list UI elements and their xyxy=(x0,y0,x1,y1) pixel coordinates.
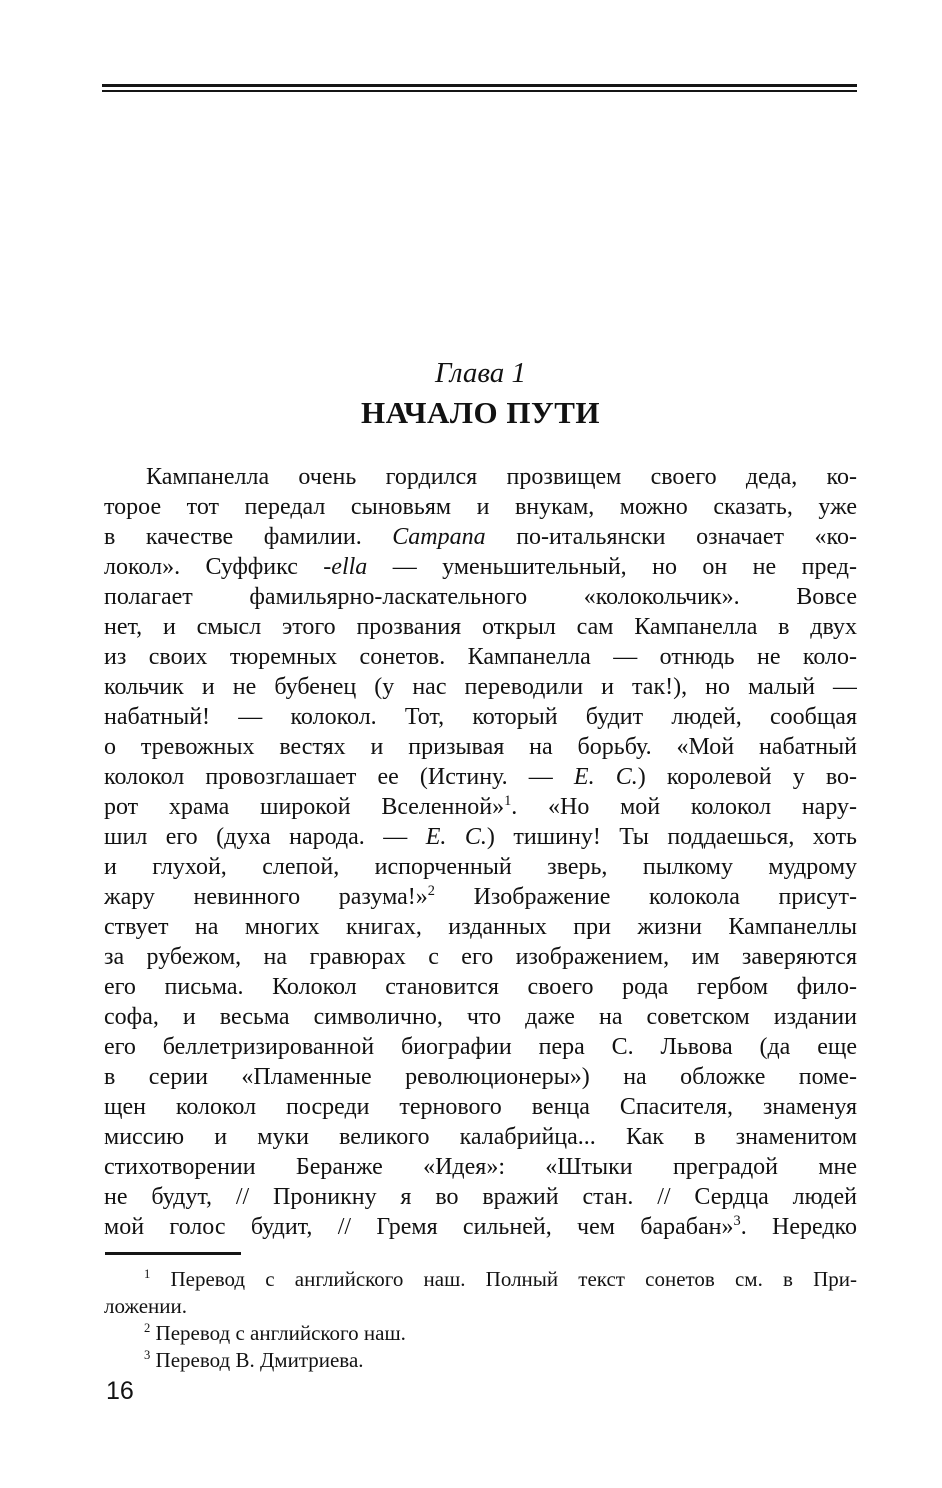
body-text-line: из своих тюремных сонетов. Кампанелла — отнюдь не коло- xyxy=(104,644,857,670)
body-text-line: локол». Суффикс -ella — уменьшительный, но он не пред- xyxy=(104,554,857,580)
body-text-line: Кампанелла очень гордился прозвищем своего деда, ко- xyxy=(146,464,857,490)
body-text-line: его беллетризированной биографии пера С. Львова (да еще xyxy=(104,1034,857,1060)
body-text-line: щен колокол посреди тернового венца Спасителя, знаменуя xyxy=(104,1094,857,1120)
footnote-line: $^2$ Перевод с английского наш. xyxy=(144,1321,406,1345)
body-text-line: колокол провозглашает ее (Истину. — Е. С.) королевой у во- xyxy=(104,764,857,790)
body-text-line: жару невинного разума!»$^2$ Изображение колокола присут- xyxy=(104,883,857,910)
body-text-line: шил его (духа народа. — Е. С.) тишину! Ты поддаешься, хоть xyxy=(104,824,857,850)
body-text-line: в серии «Пламенные революционеры») на обложке поме- xyxy=(104,1064,857,1090)
footnote-line: ложении. xyxy=(104,1294,187,1318)
body-text-line: его письма. Колокол становится своего рода гербом фило- xyxy=(104,974,857,1000)
body-text-line: торое тот передал сыновьям и внукам, можно сказать, уже xyxy=(104,494,857,520)
footnote-separator-rule xyxy=(105,1252,241,1255)
chapter-label: Глава 1 xyxy=(434,357,527,389)
body-text-line: не будут, // Проникну я во вражий стан. // Сердца людей xyxy=(104,1184,857,1210)
body-text xyxy=(104,462,857,1242)
page-number: 16 xyxy=(106,1377,134,1405)
body-text-line: за рубежом, на гравюрах с его изображением, им заверяются xyxy=(104,944,857,970)
body-text-line: рот храма широкой Вселенной»$^1$. «Но мой колокол нару- xyxy=(104,793,857,820)
footnote-line: $^3$ Перевод В. Дмитриева. xyxy=(144,1348,364,1372)
body-text-line: нет, и смысл этого прозвания открыл сам Кампанелла в двух xyxy=(104,614,857,640)
chapter-title: НАЧАЛО ПУТИ xyxy=(360,395,601,430)
body-text-line: ствует на многих книгах, изданных при жизни Кампанеллы xyxy=(104,914,857,940)
body-text-line: мой голос будит, // Гремя сильней, чем барабан»$^3$. Нередко xyxy=(104,1213,857,1240)
body-text-line: софа, и весьма символично, что даже на советском издании xyxy=(104,1004,857,1030)
body-text-line: и глухой, слепой, испорченный зверь, пылкому мудрому xyxy=(104,854,857,880)
header-double-rule xyxy=(102,84,857,92)
body-text-line: стихотворении Беранже «Идея»: «Штыки преградой мне xyxy=(104,1154,857,1180)
body-text-line: миссию и муки великого калабрийца... Как в знаменитом xyxy=(104,1124,857,1150)
footnotes xyxy=(104,1266,857,1374)
footnote-line: $^1$ Перевод с английского наш. Полный текст сонетов см. в При- xyxy=(144,1267,857,1291)
body-text-line: в качестве фамилии. Campana по-итальянски означает «ко- xyxy=(104,524,857,550)
body-text-line: полагает фамильярно-ласкательного «колокольчик». Вовсе xyxy=(104,584,857,610)
body-text-line: набатный! — колокол. Тот, который будит людей, сообщая xyxy=(104,704,857,730)
body-text-line: о тревожных вестях и призывая на борьбу. «Мой набатный xyxy=(104,734,857,760)
body-text-line: кольчик и не бубенец (у нас переводили и так!), но малый — xyxy=(104,674,857,700)
